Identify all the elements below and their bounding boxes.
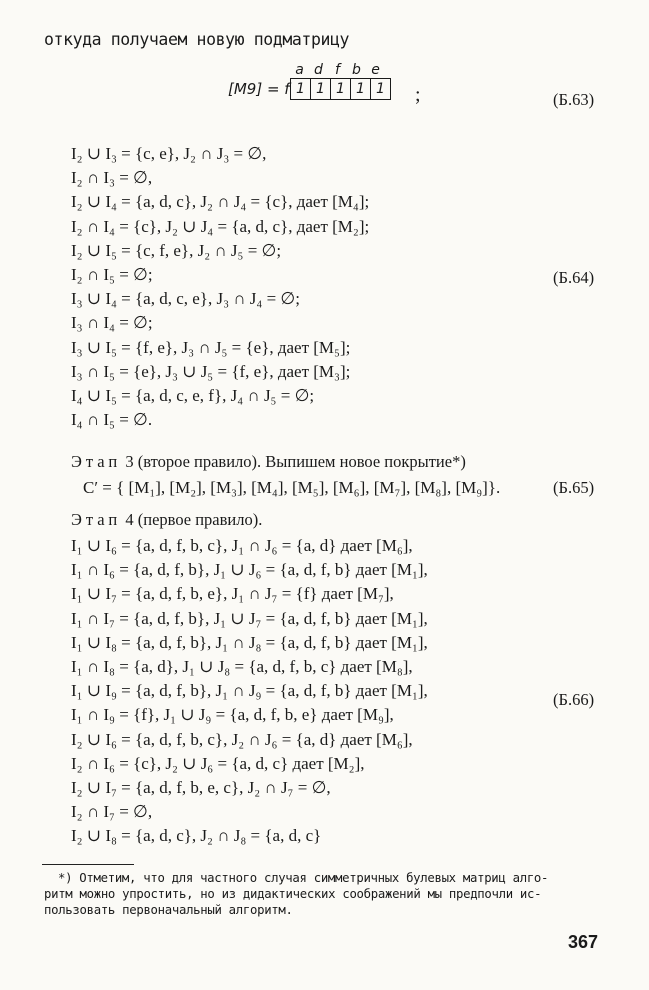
matrix-col-header: a (295, 62, 304, 78)
equation-line: I₃ ∩ I₄ = ∅; (71, 313, 153, 333)
equation-line: I₃ ∪ I₄ = {a, d, c, e}, J₃ ∩ J₄ = ∅; (71, 289, 300, 309)
stage-3-heading (71, 452, 466, 472)
footnote-line: ритм можно упростить, но из дидактических соображений мы предпочли ис- (44, 887, 542, 901)
footnote-divider (42, 864, 134, 865)
matrix-cell: 1 (331, 79, 351, 99)
matrix-cell: 1 (291, 79, 311, 99)
equation-line: I₂ ∩ I₆ = {c}, J₂ ∪ J₆ = {a, d, c} дает [M₂], (71, 753, 365, 773)
equation-line: I₂ ∪ I₈ = {a, d, c}, J₂ ∩ J₈ = {a, d, c} (71, 826, 322, 846)
equation-line: I₁ ∪ I₆ = {a, d, f, b, c}, J₁ ∩ J₆ = {a, d} дает [M₆], (71, 536, 413, 555)
stage-4-word: Этап (71, 510, 122, 529)
equation-line: I₂ ∩ I₇ = ∅, (71, 802, 153, 822)
equation-line: I₃ ∪ I₅ = {f, e}, J₃ ∩ J₅ = {e}, дает [M₅]; (71, 337, 351, 357)
equation-block-b64 (71, 142, 369, 432)
equation-line: I₂ ∪ I₅ = {c, f, e}, J₂ ∩ J₅ = ∅; (71, 240, 282, 260)
equation-line: I₁ ∪ I₈ = {a, d, f, b}, J₁ ∩ J₈ = {a, d, f, b} дает [M₁], (71, 632, 428, 652)
matrix-cell: 1 (311, 79, 331, 99)
stage-3-text: 3 (второе правило). Выпишем новое покрытие*) (121, 452, 466, 471)
footnote-line: *) Отметим, что для частного случая симметричных булевых матриц алго- (58, 871, 549, 885)
equation-line: I₁ ∩ I₆ = {a, d, f, b}, J₁ ∪ J₆ = {a, d, f, b} дает [M₁], (71, 560, 428, 580)
equation-line: I₁ ∩ I₇ = {a, d, f, b}, J₁ ∪ J₇ = {a, d, f, b} дает [M₁], (71, 608, 428, 628)
equation-line: I₁ ∩ I₈ = {a, d}, J₁ ∪ J₈ = {a, d, f, b, c} дает [M₈], (71, 656, 413, 676)
equation-line: I₂ ∪ I₄ = {a, d, c}, J₂ ∩ J₄ = {c}, дает [M₄]; (71, 192, 370, 212)
matrix-semicolon: ; (415, 84, 421, 106)
footnote-line: пользовать первоначальный алгоритм. (44, 903, 293, 917)
equation-line: I₁ ∪ I₉ = {a, d, f, b}, J₁ ∩ J₉ = {a, d, f, b} дает [M₁], (71, 681, 428, 701)
equation-line: I₁ ∩ I₉ = {f}, J₁ ∪ J₉ = {a, d, f, b, e} дает [M₉], (71, 705, 394, 725)
equation-line: I₁ ∪ I₇ = {a, d, f, b, e}, J₁ ∩ J₇ = {f} дает [M₇], (71, 584, 394, 604)
stage-3-word: Этап (71, 452, 122, 471)
equation-number-b64: (Б.64) (553, 268, 595, 287)
equation-line: I₂ ∩ I₃ = ∅, (71, 168, 153, 188)
matrix-col-header: f (335, 62, 340, 78)
equation-number-b63: (Б.63) (553, 90, 595, 109)
equation-line: I₂ ∩ I₄ = {c}, J₂ ∪ J₄ = {a, d, c}, дает [M₂]; (71, 216, 370, 236)
stage-4-text: 4 (первое правило). (121, 510, 263, 529)
footnote (44, 870, 604, 918)
cover-formula: C′ = { [M₁], [M₂], [M₃], [M₄], [M₅], [M₆], [M₇], [M₈], [M₉]}. (83, 478, 501, 497)
page-number: 367 (568, 932, 599, 952)
stage-4-heading (71, 510, 262, 530)
equation-line: I₄ ∪ I₅ = {a, d, c, e, f}, J₄ ∩ J₅ = ∅; (71, 385, 315, 405)
matrix-cell: 1 (376, 81, 385, 97)
matrix-row (290, 78, 391, 100)
matrix-label: [M9] = f (228, 80, 290, 98)
equation-line: I₄ ∩ I₅ = ∅. (71, 410, 153, 430)
matrix-col-header: e (371, 62, 380, 78)
intro-text: откуда получаем новую подматрицу (44, 30, 350, 49)
matrix-col-header: d (314, 62, 323, 78)
equation-number-b65: (Б.65) (553, 478, 595, 497)
matrix-cell: 1 (351, 79, 371, 99)
equation-line: I₂ ∪ I₇ = {a, d, f, b, e, c}, J₂ ∩ J₇ = ∅, (71, 777, 331, 797)
equation-block-b66 (71, 534, 428, 848)
equation-line: I₃ ∩ I₅ = {e}, J₃ ∪ J₅ = {f, e}, дает [M₃]; (71, 361, 351, 381)
equation-line: I₂ ∪ I₃ = {c, e}, J₂ ∩ J₃ = ∅, (71, 144, 267, 163)
equation-line: I₂ ∪ I₆ = {a, d, f, b, c}, J₂ ∩ J₆ = {a, d} дает [M₆], (71, 729, 413, 749)
equation-number-b66: (Б.66) (553, 690, 595, 709)
matrix-col-header: b (352, 62, 361, 78)
matrix-column-headers (290, 62, 385, 78)
equation-line: I₂ ∩ I₅ = ∅; (71, 264, 153, 284)
